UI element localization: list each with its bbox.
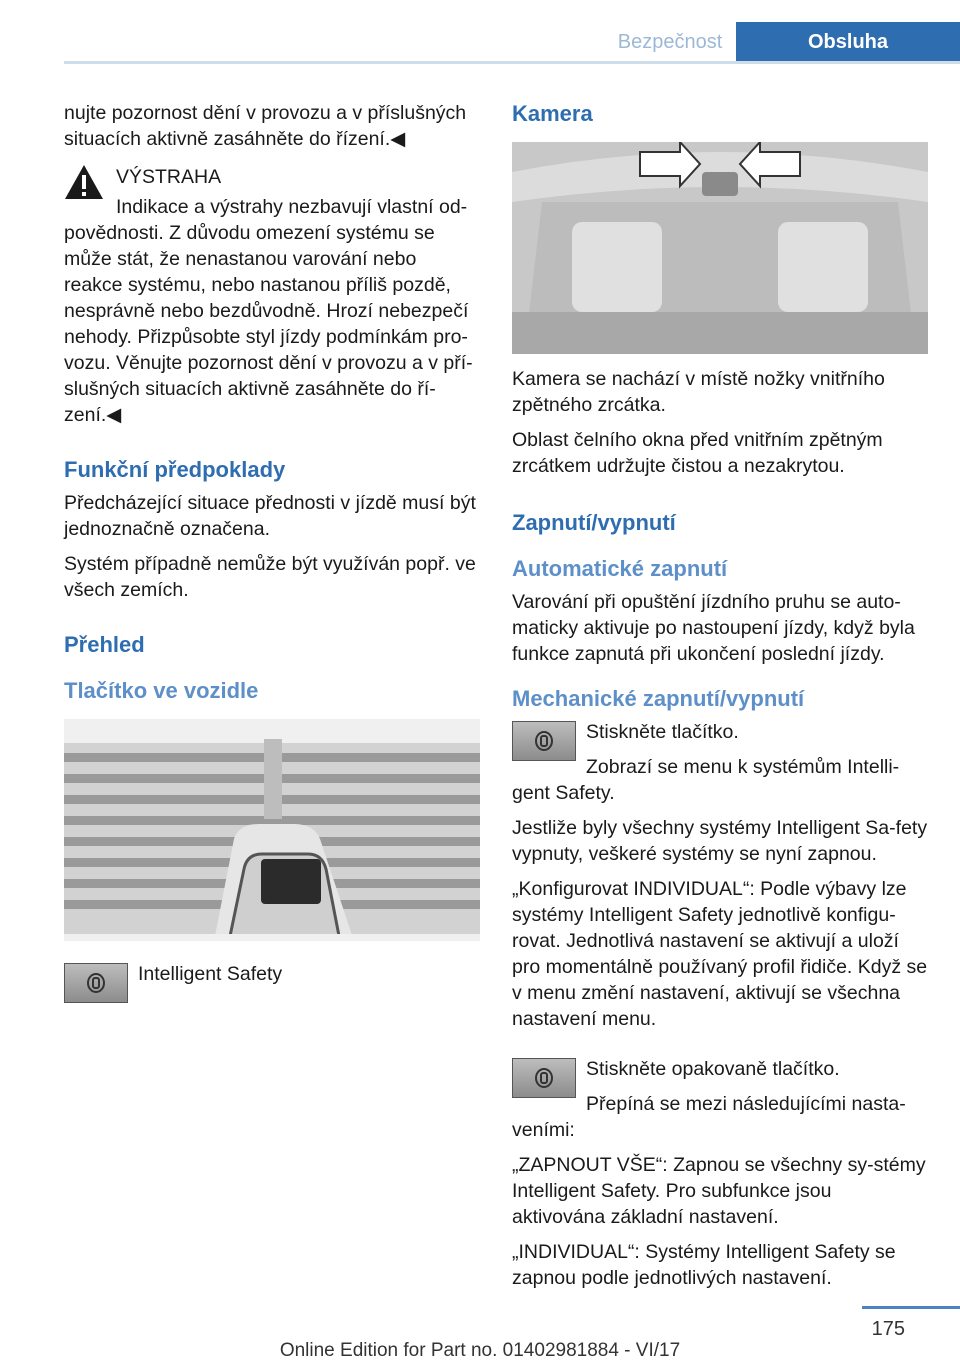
- footer-edition: Online Edition for Part no. 01402981884 - VI/17: [279, 1340, 681, 1361]
- step-2-result-first-line: Přepíná se mezi následujícími nasta-: [586, 1093, 906, 1115]
- button-photo: [64, 719, 480, 941]
- header-tabs: [604, 22, 960, 62]
- right-column: [512, 100, 928, 1300]
- manual-paragraph-2: „Konfigurovat INDIVIDUAL“: Podle výbavy lze systémy Intelligent Safety jednotlivě konfigu-rovat. Jednotlivá nastavení se aktivují a uloží pro momentálně používaný profil řidiče. Když se v menu změní nastavení, aktivují se všechna nastavení menu.: [512, 878, 928, 1030]
- step-1-result: [512, 754, 928, 806]
- camera-photo: [512, 142, 928, 354]
- step-2-instruction: Stiskněte opakovaně tlačítko.: [586, 1058, 840, 1080]
- warning-body-rest: povědnosti. Z důvodu omezení systému se může stát, že nenastanou varování nebo reakce systému, nebo nastanou příliš pozdě, nesprávně nebo bezdůvodně. Hrozí nebezpečí nehody. Přizpůsobte styl jízdy podmínkám pro-vozu. Věnujte pozornost dění v provozu a v pří-slušných situacích aktivně zasáhněte do ří-zení.◀: [64, 222, 473, 426]
- heading-on-off: Zapnutí/vypnutí: [512, 510, 676, 535]
- header-divider: [64, 61, 960, 64]
- left-column: [64, 100, 480, 1021]
- intelligent-safety-icon: [534, 1067, 554, 1089]
- warning-block: [64, 164, 480, 428]
- tab-section[interactable]: Bezpečnost: [604, 22, 736, 62]
- step-2-result: [512, 1091, 928, 1143]
- step-1: [512, 719, 928, 806]
- heading-button-in-vehicle: Tlačítko ve vozidle: [64, 678, 259, 703]
- option-all-on: „ZAPNOUT VŠE“: Zapnou se všechny sy-stémy Intelligent Safety. Pro subfunkce jsou aktivována základní nastavení.: [512, 1154, 926, 1228]
- warning-title: VÝSTRAHA: [116, 166, 222, 188]
- intelligent-safety-icon: [534, 730, 554, 752]
- step-1-instruction: Stiskněte tlačítko.: [586, 721, 739, 743]
- step-2-result-rest: veními:: [512, 1119, 575, 1141]
- intelligent-safety-label: Intelligent Safety: [138, 963, 283, 985]
- intelligent-safety-button-step-2[interactable]: [512, 1058, 576, 1098]
- tab-chapter[interactable]: Obsluha: [736, 22, 960, 62]
- camera-paragraph-2: Oblast čelního okna před vnitřním zpětným zrcátkem udržujte čistou a nezakrytou.: [512, 429, 883, 477]
- step-2: [512, 1056, 928, 1143]
- warning-body-first-line: Indikace a výstrahy nezbavují vlastní od-: [116, 196, 468, 218]
- warning-body: [64, 194, 480, 428]
- intelligent-safety-button[interactable]: [64, 963, 128, 1003]
- step-1-result-first-line: Zobrazí se menu k systémům Intelli-: [586, 756, 900, 778]
- intelligent-safety-icon: [86, 972, 106, 994]
- heading-automatic-on: Automatické zapnutí: [512, 556, 728, 581]
- footer-divider: [862, 1306, 960, 1309]
- heading-prerequisites: Funkční předpoklady: [64, 457, 286, 482]
- warning-triangle-icon: [64, 164, 104, 200]
- step-1-result-rest: gent Safety.: [512, 782, 615, 804]
- intelligent-safety-button-row: [64, 961, 480, 1021]
- option-individual: „INDIVIDUAL“: Systémy Intelligent Safety se zapnou podle jednotlivých nastavení.: [512, 1241, 896, 1289]
- manual-paragraph-1: Jestliže byly všechny systémy Intelligent Sa-fety vypnuty, veškeré systémy se nyní zapnou.: [512, 817, 928, 865]
- automatic-on-paragraph: Varování při opuštění jízdního pruhu se auto-maticky aktivuje po nastoupení jízdy, když byla funkce zapnutá při ukončení poslední jízdy.: [512, 591, 915, 665]
- heading-overview: Přehled: [64, 632, 145, 657]
- heading-manual-on-off: Mechanické zapnutí/vypnutí: [512, 686, 805, 711]
- camera-paragraph-1: Kamera se nachází v místě nožky vnitřního zpětného zrcátka.: [512, 368, 885, 416]
- intelligent-safety-button-step-1[interactable]: [512, 721, 576, 761]
- prereq-paragraph-2: Systém případně nemůže být využíván popř. ve všech zemích.: [64, 553, 476, 601]
- intro-paragraph: nujte pozornost dění v provozu a v příslušných situacích aktivně zasáhněte do řízení.◀: [64, 102, 467, 150]
- prereq-paragraph-1: Předcházející situace přednosti v jízdě musí být jednoznačně označena.: [64, 492, 476, 540]
- page-number: 175: [871, 1318, 905, 1340]
- heading-camera: Kamera: [512, 101, 593, 126]
